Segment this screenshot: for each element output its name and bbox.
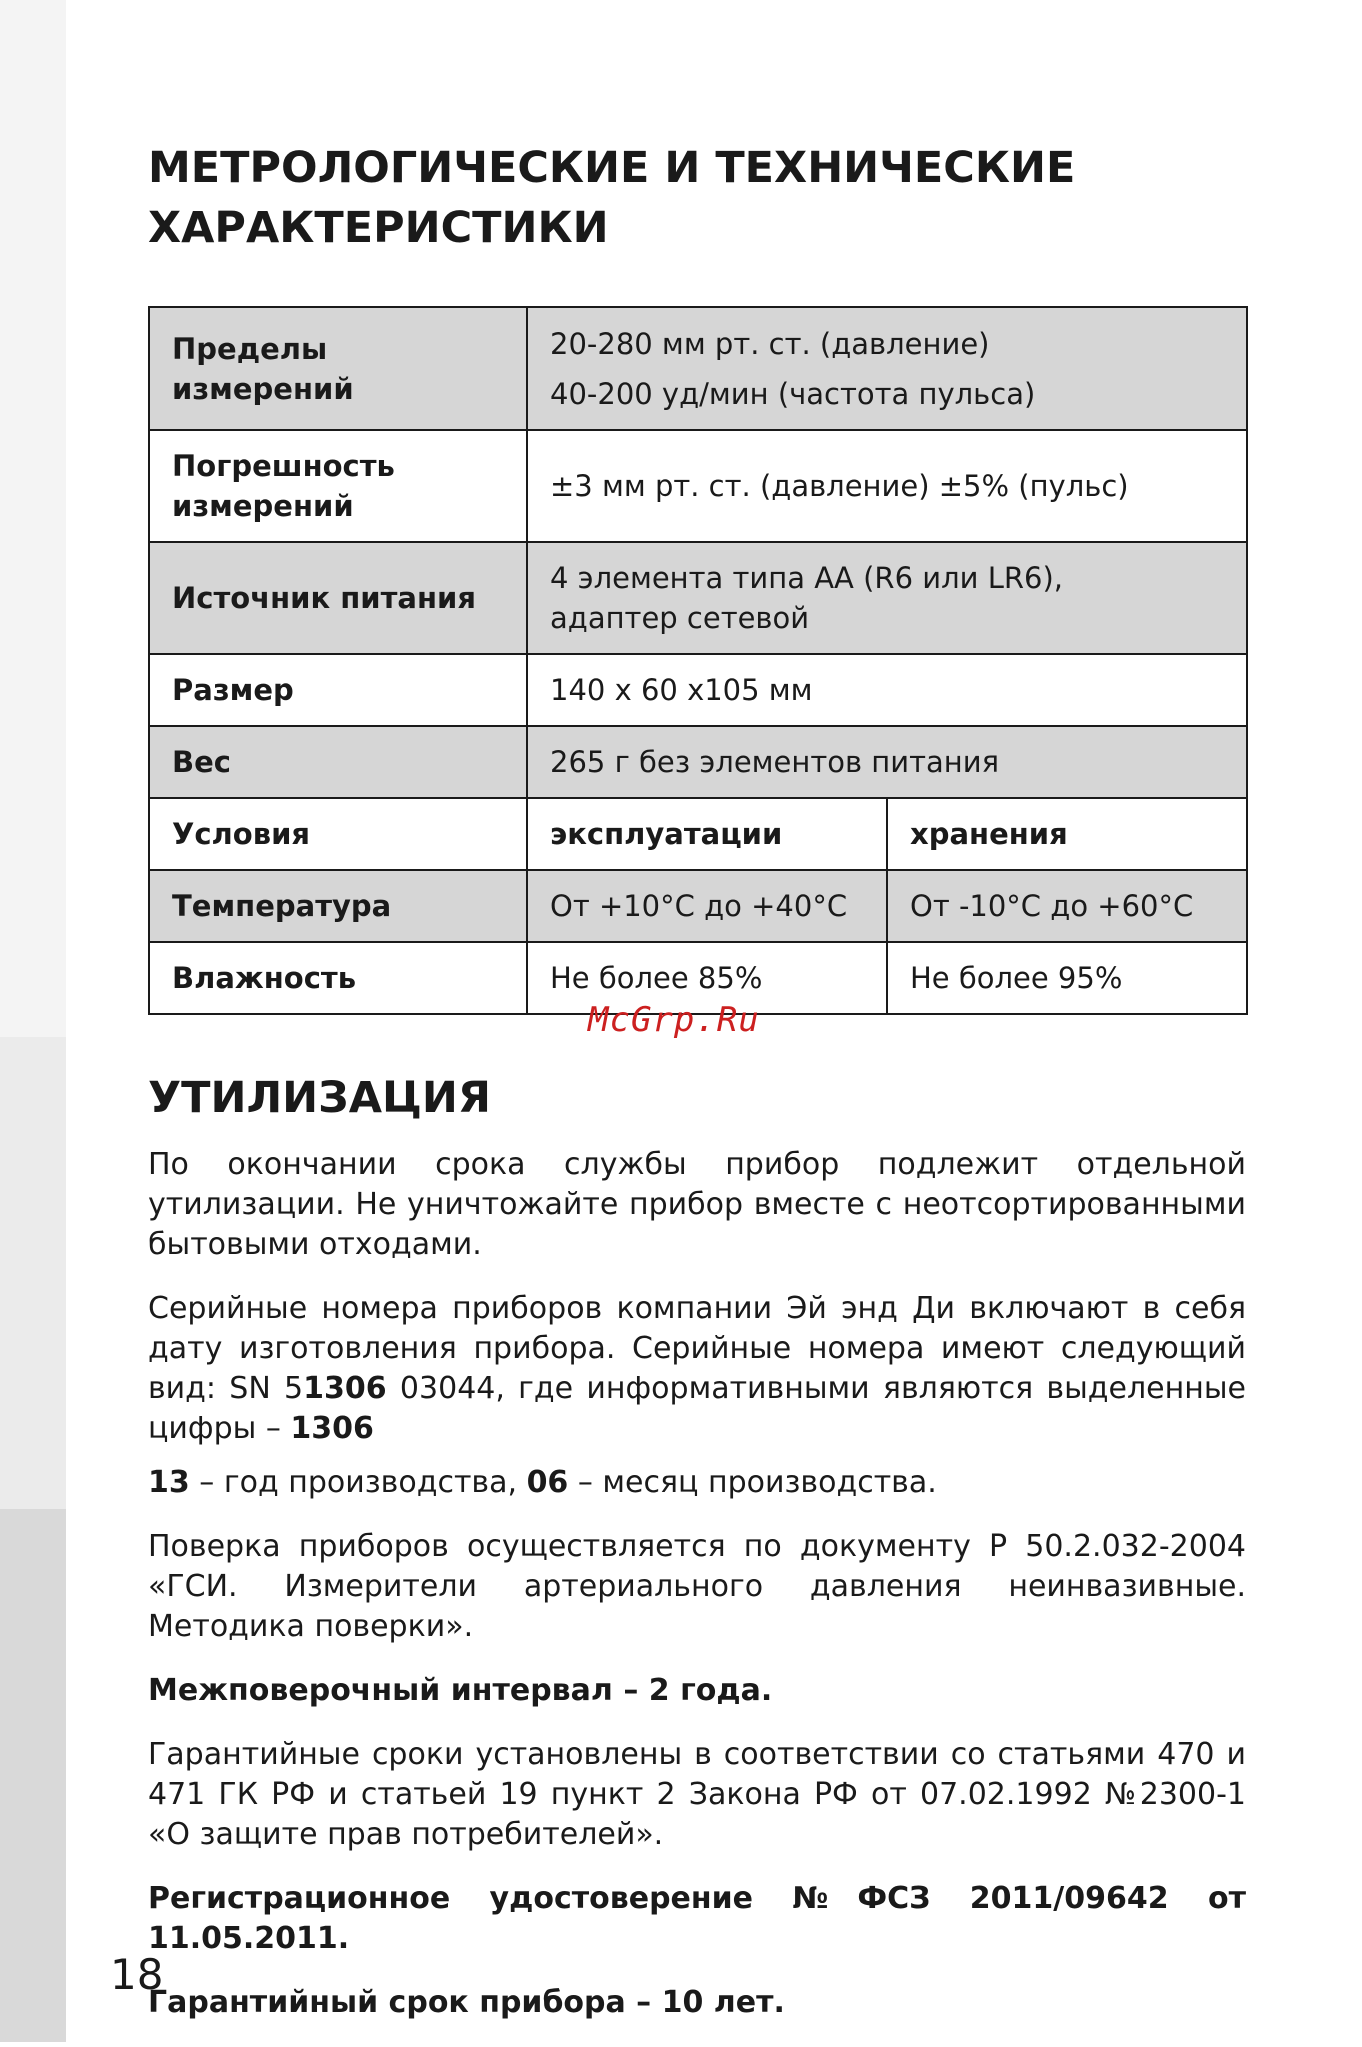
warranty-terms-paragraph: Гарантийные сроки установлены в соответствии со статьями 470 и 471 ГК РФ и статьей 19 пункт 2 Закона РФ от 07.02.1992 №2300-1 «О защите прав потребителей». <box>148 1737 1246 1852</box>
specs-table <box>148 306 1248 1015</box>
size-value: 140 x 60 x105 мм <box>527 654 1247 726</box>
power-value-line1: 4 элемента типа АА (R6 или LR6), <box>550 561 1063 595</box>
serial-bold-b: 1306 <box>303 1371 387 1406</box>
humidity-operation: Не более 85% <box>527 942 887 1014</box>
disposal-title: УТИЛИЗАЦИЯ <box>148 1073 491 1123</box>
error-label-line2: измерений <box>172 489 354 523</box>
table-row <box>149 654 1247 726</box>
watermark-text: McGrp.Ru <box>588 1000 760 1040</box>
specs-section <box>148 138 1246 1015</box>
humidity-storage: Не более 95% <box>887 942 1247 1014</box>
month-digits: 06 <box>526 1465 569 1500</box>
table-row <box>149 430 1247 542</box>
year-digits: 13 <box>148 1465 190 1500</box>
serial-paragraph <box>148 1289 1246 1449</box>
table-row <box>149 870 1247 942</box>
size-label: Размер <box>149 654 527 726</box>
table-row <box>149 798 1247 870</box>
temp-operation: От +10°С до +40°С <box>527 870 887 942</box>
serial-explanation <box>148 1463 1246 1503</box>
warranty-period-paragraph: Гарантийный срок прибора – 10 лет. <box>148 1985 785 2020</box>
conditions-storage: хранения <box>887 798 1247 870</box>
table-row <box>149 307 1247 430</box>
serial-text-a: Серийные номера приборов компании Эй энд Ди включают в себя дату изготовления прибора. Серийные номера имеют следующий вид: SN 5 <box>148 1291 1246 1406</box>
humidity-label: Влажность <box>149 942 527 1014</box>
month-text: – месяц производства. <box>568 1465 937 1500</box>
page-number: 18 <box>110 1950 164 1999</box>
temp-label: Температура <box>149 870 527 942</box>
power-label: Источник питания <box>149 542 527 654</box>
range-value <box>527 307 1247 430</box>
interval-paragraph: Межповерочный интервал – 2 года. <box>148 1673 773 1708</box>
specs-title <box>148 138 1246 258</box>
table-row <box>149 542 1247 654</box>
power-value-line2: адаптер сетевой <box>550 601 810 635</box>
error-label-line1: Погрешность <box>172 449 395 483</box>
range-value-pulse: 40-200 уд/мин (частота пульса) <box>550 376 1036 411</box>
disposal-paragraph-1: По окончании срока службы прибор подлежит отдельной утилизации. Не уничтожайте прибор вместе с неотсортированными бытовыми отходами. <box>148 1147 1246 1262</box>
specs-title-line2: ХАРАКТЕРИСТИКИ <box>148 203 609 253</box>
weight-label: Вес <box>149 726 527 798</box>
serial-text-c: 03044, где информативными являются выделенные цифры – <box>148 1371 1246 1446</box>
table-row <box>149 726 1247 798</box>
disposal-section <box>148 1145 1246 2047</box>
conditions-operation: эксплуатации <box>527 798 887 870</box>
margin-band-middle <box>0 1037 66 1509</box>
registration-paragraph: Регистрационное удостоверение №ФСЗ 2011/09642 от 11.05.2011. <box>148 1881 1246 1956</box>
temp-storage: От -10°С до +60°С <box>887 870 1247 942</box>
power-value <box>527 542 1247 654</box>
year-text: – год производства, <box>189 1465 527 1500</box>
error-label <box>149 430 527 542</box>
range-label: Пределы измерений <box>149 307 527 430</box>
conditions-label: Условия <box>149 798 527 870</box>
serial-bold-d: 1306 <box>290 1411 374 1446</box>
weight-value: 265 г без элементов питания <box>527 726 1247 798</box>
margin-band-lower <box>0 1509 66 2042</box>
range-value-pressure: 20-280 мм рт. ст. (давление) <box>550 326 990 361</box>
specs-title-line1: МЕТРОЛОГИЧЕСКИЕ И ТЕХНИЧЕСКИЕ <box>148 143 1076 193</box>
page-margin-strip <box>0 0 66 2042</box>
error-value: ±3 мм рт. ст. (давление) ±5% (пульс) <box>527 430 1247 542</box>
verification-paragraph: Поверка приборов осуществляется по документу Р 50.2.032-2004 «ГСИ. Измерители артериального давления неинвазивные. Методика поверки». <box>148 1529 1246 1644</box>
